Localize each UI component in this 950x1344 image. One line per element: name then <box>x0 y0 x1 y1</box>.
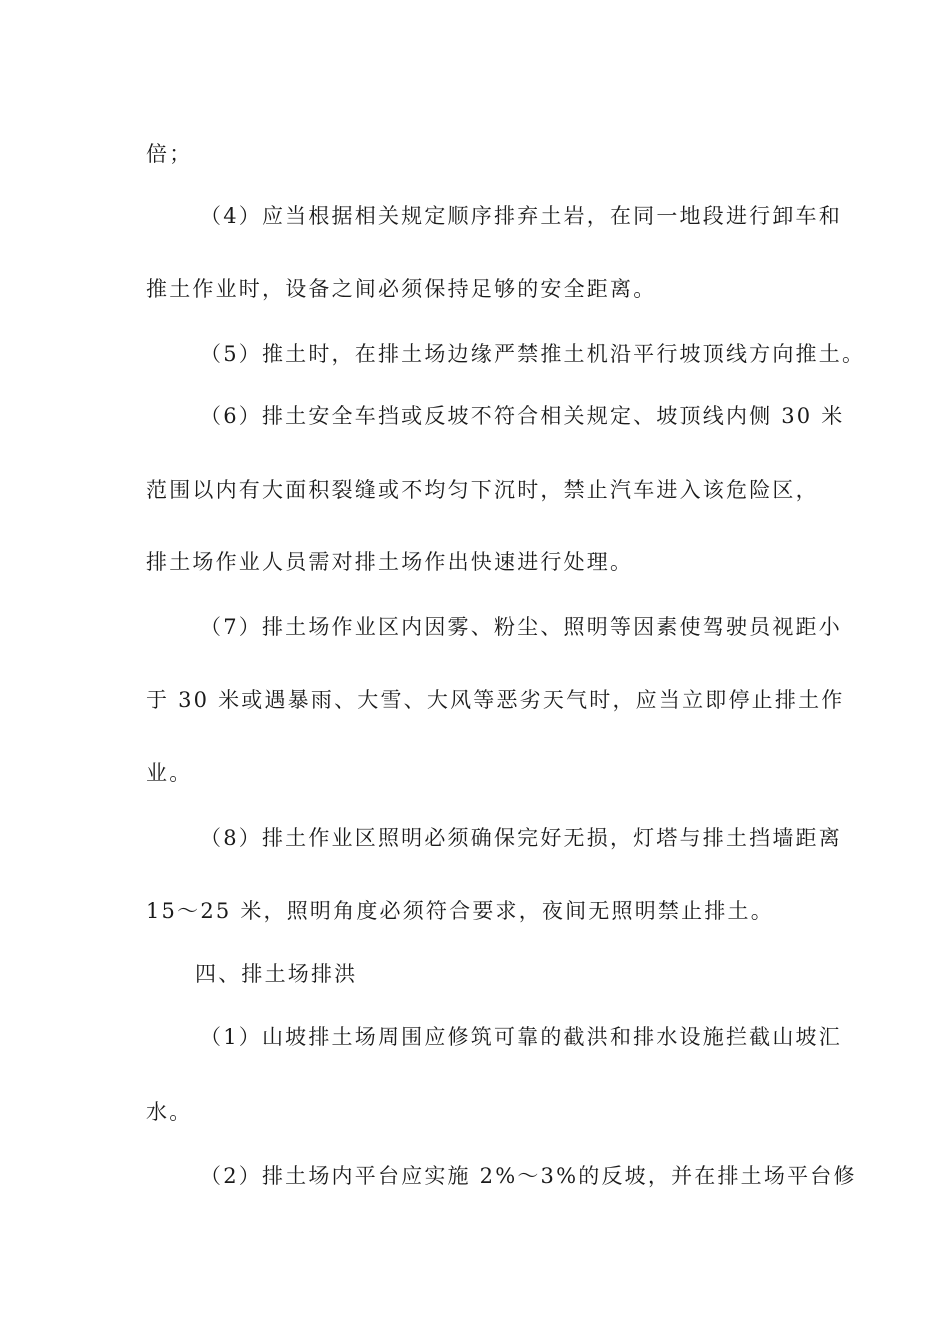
clause-7-line-2: 于 30 米或遇暴雨、大雪、大风等恶劣天气时，应当立即停止排土作 <box>146 688 845 712</box>
flood-clause-2-line-1: （2）排土场内平台应实施 2%～3%的反坡，并在排土场平台修 <box>200 1164 857 1188</box>
clause-4-line-1: （4）应当根据相关规定顺序排弃土岩，在同一地段进行卸车和 <box>200 204 842 228</box>
clause-6-line-3: 排土场作业人员需对排土场作出快速进行处理。 <box>146 550 634 574</box>
clause-7-line-3: 业。 <box>146 761 193 785</box>
clause-7-line-1: （7）排土场作业区内因雾、粉尘、照明等因素使驾驶员视距小 <box>200 615 842 639</box>
clause-6-line-2: 范围以内有大面积裂缝或不均匀下沉时，禁止汽车进入该危险区， <box>146 478 819 502</box>
clause-6-line-1: （6）排土安全车挡或反坡不符合相关规定、坡顶线内侧 30 米 <box>200 404 845 428</box>
flood-clause-1-line-1: （1）山坡排土场周围应修筑可靠的截洪和排水设施拦截山坡汇 <box>200 1025 842 1049</box>
clause-8-line-1: （8）排土作业区照明必须确保完好无损，灯塔与排土挡墙距离 <box>200 826 842 850</box>
section-heading: 四、排土场排洪 <box>195 962 358 986</box>
text-line-continuation: 倍； <box>146 142 193 166</box>
clause-4-line-2: 推土作业时，设备之间必须保持足够的安全距离。 <box>146 277 657 301</box>
flood-clause-1-line-2: 水。 <box>146 1100 193 1124</box>
clause-8-line-2: 15～25 米，照明角度必须符合要求，夜间无照明禁止排土。 <box>146 899 774 923</box>
clause-5-line-1: （5）推土时，在排土场边缘严禁推土机沿平行坡顶线方向推土。 <box>200 342 866 366</box>
